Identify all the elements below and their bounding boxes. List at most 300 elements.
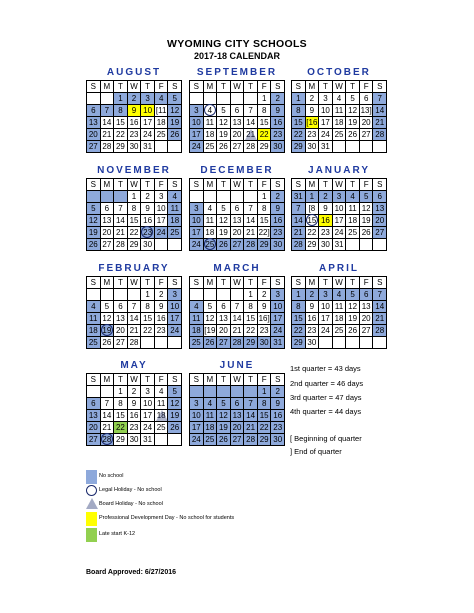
day-cell: 21 [373,117,387,129]
week-row [190,191,285,203]
month-march [189,262,285,349]
day-cell: 19 [217,129,231,141]
month-grid [86,276,182,349]
day-cell: 20 [231,227,245,239]
day-cell: 5 [346,93,360,105]
day-cell: 1 [258,191,272,203]
day-cell: 8 [114,105,128,117]
month-grid [291,178,387,251]
weekday-label: M [306,179,320,191]
day-cell: 9 [128,105,142,117]
weekday-label: F [258,179,272,191]
day-cell: 22 [114,129,128,141]
day-cell: [8 [306,203,320,215]
month-february [86,262,182,349]
day-cell [346,239,360,251]
day-cell: 11 [155,398,169,410]
beginning-of-quarter-note: [ Beginning of quarter [290,434,362,443]
week-row [292,325,387,337]
day-cell [190,191,204,203]
day-cell: 25 [155,129,169,141]
day-cell: 21 [244,422,258,434]
month-name: AUGUST [106,67,162,78]
day-cell [333,141,347,153]
day-cell: 16 [155,313,169,325]
day-cell: 15 [114,410,128,422]
weekday-label: S [87,277,101,289]
weekday-header-row [87,81,182,93]
day-cell: 26 [346,325,360,337]
legend-swatch-green [86,528,97,542]
day-cell: 17 [190,227,204,239]
day-cell: 14 [373,301,387,313]
day-cell: 12 [101,313,115,325]
day-cell: 2 [319,191,333,203]
day-cell: 18 [204,129,218,141]
day-cell: 7 [373,93,387,105]
day-cell: 26 [204,337,218,349]
end-of-quarter-note: ] End of quarter [290,447,342,456]
day-cell [244,386,258,398]
day-cell: 29 [258,239,272,251]
day-cell: 3 [190,398,204,410]
week-row [292,313,387,325]
day-cell: 18 [333,117,347,129]
day-cell: 9 [155,301,169,313]
day-cell: 12 [168,105,182,117]
day-cell: 8 [244,301,258,313]
day-cell: 14 [292,215,306,227]
day-cell [244,93,258,105]
month-name: MARCH [213,263,261,274]
week-row [292,105,387,117]
day-cell [217,386,231,398]
week-row [190,227,285,239]
day-cell: 16] [258,314,270,323]
day-cell: 23 [141,227,155,239]
day-cell: 16 [306,313,320,325]
day-cell: 4 [155,386,169,398]
week-row [292,129,387,141]
day-cell: 31 [333,239,347,251]
weekday-label: S [271,179,285,191]
day-cell: 19 [87,227,101,239]
legend-label: Late start K-12 [99,531,136,537]
day-cell: 1 [306,191,320,203]
weekday-label: F [155,277,169,289]
day-cell: 25 [155,422,169,434]
day-cell: 2 [271,93,285,105]
day-cell: 3 [168,289,182,301]
weekday-label: T [244,374,258,386]
day-cell: 23 [155,325,169,337]
weekday-label: S [373,277,387,289]
day-cell: 9 [319,203,333,215]
day-cell: 27 [87,434,101,446]
day-cell: 5 [204,301,218,313]
day-cell: 14 [128,313,142,325]
week-row [190,410,285,422]
day-cell: 20 [373,215,387,227]
week-row [190,239,285,251]
weekday-label: W [333,81,347,93]
weekday-header-row [190,374,285,386]
day-cell: 8 [258,105,272,117]
day-cell: 27 [114,337,128,349]
day-cell: 5 [87,203,101,215]
week-row [87,93,182,105]
week-row [190,117,285,129]
day-cell: 24 [190,434,204,446]
weekday-label: T [114,374,128,386]
day-cell: 30 [306,337,320,349]
day-cell: 22 [292,325,306,337]
day-cell [319,337,333,349]
legend-professional-development [86,512,286,526]
day-cell [114,191,128,203]
weekday-label: S [292,179,306,191]
day-cell: 22 [258,422,272,434]
weekday-label: T [114,81,128,93]
board-approved-note: Board Approved: 6/27/2016 [86,569,176,576]
weekday-label: T [114,179,128,191]
day-cell: 12 [217,215,231,227]
day-cell: 30 [271,141,285,153]
legend-label: Legal Holiday - No school [99,487,162,493]
month-grid [291,80,387,153]
day-cell: 25 [87,337,101,349]
day-cell: 28 [244,239,258,251]
day-cell: 6 [231,398,245,410]
month-grid [189,80,285,153]
weekday-label: S [292,277,306,289]
day-cell: 15 [292,313,306,325]
day-cell: 25 [168,227,182,239]
day-cell: 24 [141,129,155,141]
weekday-label: F [258,374,272,386]
month-name: MAY [120,360,148,371]
week-row [190,313,285,325]
day-cell: 6 [231,203,245,215]
day-cell: 13 [101,215,115,227]
quarter-note-2: 2nd quarter = 46 days [290,379,364,388]
day-cell: 2 [306,289,320,301]
month-june [189,359,285,446]
weekday-label: T [141,179,155,191]
weekday-label: T [217,277,231,289]
day-cell: 26 [168,422,182,434]
day-cell [190,93,204,105]
day-cell [373,141,387,153]
weekday-label: M [204,374,218,386]
legend-label: Professional Development Day - No school for students [99,515,235,521]
day-cell: 15 [114,117,128,129]
day-cell: 1 [292,93,306,105]
day-cell [168,337,182,349]
day-cell [204,191,218,203]
day-cell: 15 [244,313,258,325]
day-cell: 26 [346,129,360,141]
day-cell [360,239,374,251]
day-cell: 6 [360,93,374,105]
month-name: JANUARY [308,165,370,176]
day-cell: 29 [258,141,272,153]
day-cell: 31 [141,141,155,153]
day-cell: 24 [319,129,333,141]
day-cell: 10 [319,301,333,313]
day-cell [217,191,231,203]
weekday-label: M [101,277,115,289]
day-cell: 22 [141,325,155,337]
day-cell: 10 [190,410,204,422]
day-cell: 3 [190,203,204,215]
week-row [292,117,387,129]
day-cell: 18 [155,117,169,129]
week-row [190,105,285,117]
day-cell: 17 [190,129,204,141]
weekday-label: M [204,81,218,93]
day-cell: 16 [271,215,285,227]
day-cell: 6 [87,105,101,117]
weekday-label: S [292,81,306,93]
day-cell: 2 [306,93,320,105]
day-cell [155,337,169,349]
week-row [292,191,387,203]
weekday-label: T [217,81,231,93]
day-cell: 24 [190,239,204,251]
month-january [291,164,387,251]
day-cell: 21 [292,227,306,239]
day-cell: 23 [271,129,285,141]
week-row [87,422,182,434]
day-cell: 30 [306,141,320,153]
day-cell: 23 [306,325,320,337]
month-may [86,359,182,446]
day-cell: 23 [258,325,272,337]
month-name: FEBRUARY [98,263,170,274]
weekday-label: S [168,374,182,386]
day-cell: 6 [217,301,231,313]
day-cell: 11 [204,215,218,227]
day-cell: 29 [292,337,306,349]
day-cell: 12 [168,398,182,410]
day-cell: 2 [155,289,169,301]
day-cell: 15 [128,215,142,227]
week-row [190,422,285,434]
day-cell: [11 [155,105,169,117]
day-cell: 12 [217,117,231,129]
day-cell: 27 [87,141,101,153]
legend-board-holiday [86,498,286,512]
day-cell: 29 [292,141,306,153]
day-cell: 18 [155,410,169,422]
day-cell: 17 [333,215,347,227]
weekday-label: F [360,179,374,191]
day-cell: 13 [231,410,245,422]
day-cell: 2 [128,386,142,398]
day-cell [155,239,169,251]
day-cell: 24 [271,325,285,337]
day-cell: 2 [128,93,142,105]
day-cell [128,289,142,301]
day-cell: 4 [204,203,218,215]
day-cell: 3 [155,191,169,203]
week-row [190,325,285,337]
day-cell [87,386,101,398]
month-name: JUNE [219,360,255,371]
day-cell [231,289,245,301]
day-cell: 5 [346,289,360,301]
month-name: NOVEMBER [97,165,171,176]
day-cell: 28 [244,434,258,446]
week-row [87,239,182,251]
month-september [189,66,285,153]
weekday-label: W [231,179,245,191]
day-cell: 27 [231,434,245,446]
weekday-label: S [87,374,101,386]
weekday-label: W [128,179,142,191]
day-cell: 31 [319,141,333,153]
week-row [87,301,182,313]
day-cell: 13 [231,117,245,129]
day-cell: 17 [155,215,169,227]
day-cell: 9 [271,105,285,117]
quarter-note-1: 1st quarter = 43 days [290,364,361,373]
day-cell: 5 [360,191,374,203]
month-grid [189,178,285,251]
day-cell: 16 [271,117,285,129]
day-cell [155,434,169,446]
day-cell: 21 [373,313,387,325]
day-cell: 14 [373,105,387,117]
day-cell: 12 [360,203,374,215]
weekday-label: S [190,277,204,289]
week-row [87,313,182,325]
weekday-label: S [190,81,204,93]
weekday-label: T [244,81,258,93]
weekday-label: S [373,81,387,93]
day-cell [346,141,360,153]
weekday-label: T [346,277,360,289]
day-cell: 6 [101,203,115,215]
day-cell: 25 [204,434,218,446]
weekday-label: T [141,81,155,93]
week-row [292,289,387,301]
day-cell: 27 [231,141,245,153]
month-august [86,66,182,153]
day-cell: 3 [141,386,155,398]
day-cell: 13 [360,301,374,313]
day-cell: 19 [360,215,374,227]
day-cell: 14 [244,117,258,129]
day-cell [231,386,245,398]
day-cell: 27 [101,239,115,251]
week-row [190,337,285,349]
weekday-label: T [244,179,258,191]
day-cell: 13 [217,313,231,325]
day-cell: 7 [373,289,387,301]
month-october [291,66,387,153]
day-cell: 5 [168,93,182,105]
day-cell: 29 [128,239,142,251]
week-row [190,129,285,141]
day-cell: 26 [87,239,101,251]
day-cell: 5 [217,398,231,410]
day-cell: 8 [292,105,306,117]
day-cell: [19 [204,326,216,335]
day-cell [204,386,218,398]
day-cell: 15 [258,215,272,227]
day-cell: 19 [217,422,231,434]
day-cell: 12 [204,313,218,325]
day-cell [190,386,204,398]
day-cell: 23 [271,227,285,239]
day-cell: 19 [101,325,115,337]
day-cell: 22 [244,325,258,337]
day-cell: 12 [87,215,101,227]
day-cell: 22 [258,129,272,141]
weekday-header-row [190,81,285,93]
week-row [87,227,182,239]
weekday-label: F [360,81,374,93]
day-cell: 24 [168,325,182,337]
day-cell: 9 [306,301,320,313]
day-cell: 28 [244,141,258,153]
day-cell: 26 [168,129,182,141]
weekday-label: M [101,374,115,386]
day-cell: 6 [114,301,128,313]
day-cell: 20 [114,325,128,337]
week-row [87,289,182,301]
month-april [291,262,387,349]
week-row [190,141,285,153]
week-row [190,215,285,227]
day-cell: 7 [128,301,142,313]
day-cell: 10 [190,117,204,129]
day-cell: 29 [114,141,128,153]
quarter-note-3: 3rd quarter = 47 days [290,393,362,402]
day-cell: 13 [114,313,128,325]
day-cell [190,289,204,301]
day-cell: 9 [271,203,285,215]
day-cell [333,337,347,349]
day-cell: 23 [128,129,142,141]
weekday-label: M [101,179,115,191]
day-cell: 30 [141,239,155,251]
week-row [87,398,182,410]
day-cell [87,191,101,203]
weekday-label: W [128,81,142,93]
day-cell: 22] [258,228,270,237]
day-cell: 28 [292,239,306,251]
day-cell: 13 [87,410,101,422]
week-row [87,191,182,203]
day-cell: 27 [360,129,374,141]
day-cell: 15 [292,117,306,129]
week-row [87,434,182,446]
month-november [86,164,182,251]
day-cell: 13 [231,215,245,227]
weekday-label: T [141,374,155,386]
month-grid [189,276,285,349]
day-cell: 25 [333,325,347,337]
day-cell: 11 [204,410,218,422]
weekday-label: W [231,277,245,289]
day-cell: 11 [333,105,347,117]
week-row [87,386,182,398]
week-row [292,337,387,349]
day-cell: 4 [155,93,169,105]
